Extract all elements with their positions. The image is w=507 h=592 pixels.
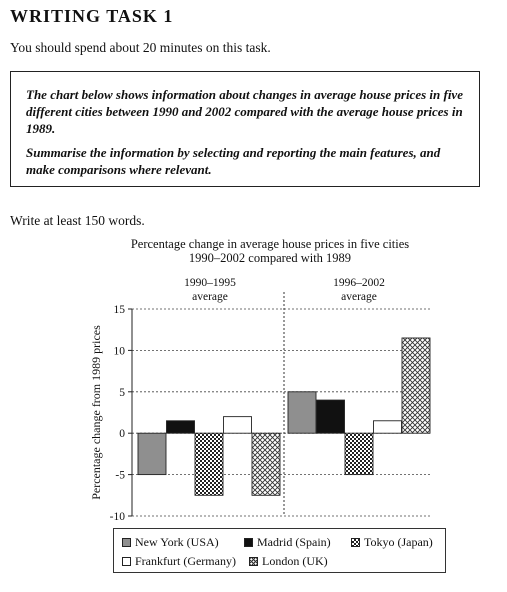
checker-swatch-icon — [351, 538, 360, 547]
legend-label: New York (USA) — [135, 535, 219, 549]
group-label: 1990–1995 — [184, 277, 236, 289]
y-tick-label: -5 — [115, 469, 125, 482]
bar — [288, 392, 316, 433]
crosshatch-swatch-icon — [249, 557, 258, 566]
black-swatch-icon — [244, 538, 253, 547]
task-heading: WRITING TASK 1 — [10, 6, 174, 26]
group-label-sub: average — [341, 291, 377, 303]
bar — [138, 433, 166, 474]
y-tick-label: 0 — [119, 428, 125, 441]
legend-item-new-york — [122, 535, 219, 550]
bar — [195, 433, 223, 495]
legend-item-madrid — [244, 535, 331, 550]
grey-swatch-icon — [122, 538, 131, 547]
y-tick-label: 5 — [119, 386, 125, 399]
time-instruction: You should spend about 20 minutes on this task. — [10, 40, 271, 55]
y-tick-label: 10 — [113, 345, 125, 358]
y-tick-label: 15 — [113, 304, 125, 316]
legend-label: London (UK) — [262, 554, 328, 568]
legend-label: Madrid (Spain) — [257, 535, 331, 549]
group-label-sub: average — [192, 291, 228, 303]
chart-legend — [113, 528, 446, 573]
y-axis-title: Percentage change from 1989 prices — [89, 325, 103, 500]
chart-title-line-1: Percentage change in average house prices in five cities — [130, 237, 410, 251]
word-count-instruction: Write at least 150 words. — [10, 213, 145, 228]
legend-item-frankfurt — [122, 554, 236, 569]
bar — [224, 417, 252, 434]
bar — [167, 421, 195, 433]
bar — [402, 338, 430, 433]
chart-grid — [132, 309, 432, 516]
bar — [345, 433, 373, 474]
bar — [317, 400, 345, 433]
bar — [252, 433, 280, 495]
task-description: The chart below shows information about changes in average house prices in five different cities between 1990 and 2002 compared with the average house prices in 1989. — [26, 87, 463, 136]
y-tick-label: -10 — [109, 511, 125, 523]
legend-label: Frankfurt (Germany) — [135, 554, 236, 568]
group-label: 1996–2002 — [333, 277, 385, 289]
legend-label: Tokyo (Japan) — [364, 535, 433, 549]
legend-item-london — [249, 554, 328, 569]
white-swatch-icon — [122, 557, 131, 566]
task-summary-instruction: Summarise the information by selecting and reporting the main features, and make comparisons where relevant. — [26, 145, 441, 177]
chart-title-line-2: 1990–2002 compared with 1989 — [188, 251, 352, 265]
legend-item-tokyo — [351, 535, 433, 550]
bar — [374, 421, 402, 433]
